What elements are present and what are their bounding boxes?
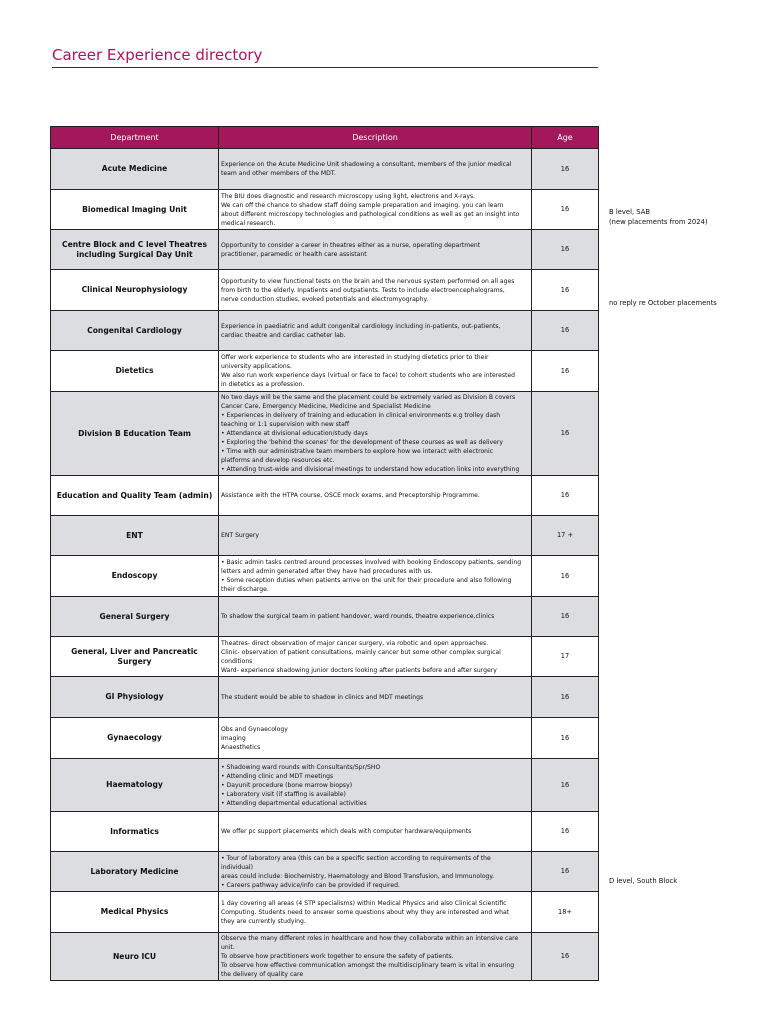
table-row [51, 230, 599, 270]
age-cell: 16 [532, 476, 599, 516]
table-row [51, 677, 599, 718]
age-cell: 16 [532, 677, 599, 718]
age-cell: 17 + [532, 516, 599, 556]
table-row [51, 190, 599, 230]
department-cell: Laboratory Medicine [51, 852, 219, 892]
department-cell: Division B Education Team [51, 392, 219, 476]
department-cell: Medical Physics [51, 892, 219, 933]
description-line: • Attendance at divisional education/study days [221, 430, 368, 437]
description-line: team and other members of the MDT. [221, 170, 336, 177]
description-line: To shadow the surgical team in patient handover, ward rounds, theatre experience,clinics [221, 613, 495, 620]
age-cell: 16 [532, 759, 599, 812]
description-cell [219, 230, 532, 270]
table-row [51, 270, 599, 311]
table-row [51, 759, 599, 812]
header-description: Description [219, 127, 532, 149]
description-cell [219, 556, 532, 597]
description-line: • Exploring the 'behind the scenes' for the development of these courses as well as delivery [221, 439, 503, 446]
description-line: • Tour of laboratory area (this can be a specific section according to requirements of the [221, 854, 491, 862]
table-row [51, 392, 599, 476]
department-cell: ENT [51, 516, 219, 556]
description-line: We also run work experience days (virtual or face to face) to cohort students who are interested [221, 372, 515, 379]
department-cell: Endoscopy [51, 556, 219, 597]
description-cell [219, 852, 532, 892]
table-row [51, 597, 599, 637]
table-row [51, 476, 599, 516]
career-directory-table [50, 126, 599, 981]
department-cell: Neuro ICU [51, 933, 219, 981]
description-line: cardiac theatre and cardiac catheter lab. [221, 331, 346, 339]
department-cell: Centre Block and C level Theatres including Surgical Day Unit [51, 230, 219, 270]
description-line: from birth to the elderly. Inpatients and outpatients. Tests to include electroencephalograms, [221, 286, 505, 294]
description-line: about different microscopy technologies and pathological conditions as well as get an insight into [221, 210, 520, 218]
description-line: • Time with our administrative team members to explore how we interact with electronic [221, 448, 494, 455]
table-row [51, 311, 599, 351]
description-cell [219, 351, 532, 392]
description-cell [219, 718, 532, 759]
description-line: practitioner, paramedic or health care assistant [221, 250, 367, 258]
department-cell: Informatics [51, 812, 219, 852]
description-cell [219, 933, 532, 981]
age-cell: 16 [532, 270, 599, 311]
description-cell [219, 516, 532, 556]
description-line: 1 day covering all areas (4 STP specialisms) within Medical Physics and also Clinical Scientific [221, 899, 507, 907]
description-line: To observe how practitioners work together to ensure the safety of patients. [221, 953, 454, 960]
age-cell: 16 [532, 311, 599, 351]
age-cell: 16 [532, 933, 599, 981]
table-row [51, 933, 599, 981]
description-line: Clinic- observation of patient consultations, mainly cancer but some other complex surgical [221, 648, 501, 656]
page-title: Career Experience directory [52, 46, 263, 64]
description-line: individual) [221, 863, 253, 871]
description-cell [219, 597, 532, 637]
note-biu-placements: (new placements from 2024) [609, 218, 708, 226]
description-line: • Attending clinic and MDT meetings [221, 772, 334, 780]
department-cell: Gynaecology [51, 718, 219, 759]
description-line: teaching or 1:1 supervision with new staff [221, 421, 350, 428]
table-row [51, 516, 599, 556]
description-line: Obs and Gynaecology [221, 725, 288, 733]
age-cell: 16 [532, 812, 599, 852]
description-line: To observe how effective communication amongst the multidisciplinary team is vital in ensuring [221, 962, 515, 969]
description-cell [219, 677, 532, 718]
note-medical-physics-location: D level, South Block [609, 877, 678, 885]
description-line: Cancer Care, Emergency Medicine, Medicine and Specialist Medicine [221, 403, 431, 410]
description-line: conditions [221, 657, 253, 665]
department-cell: Congenital Cardiology [51, 311, 219, 351]
description-cell [219, 637, 532, 677]
note-neurophysiology: no reply re October placements [609, 299, 717, 307]
description-line: No two days will be the same and the placement could be extremely varied as Division B covers [221, 394, 516, 401]
note-biu-location: B level, SAB [609, 208, 651, 216]
description-line: they are currently studying. [221, 917, 306, 925]
table-row [51, 718, 599, 759]
description-line: • Basic admin tasks centred around processes involved with booking Endoscopy patients, sending [221, 559, 522, 566]
description-line: Assistance with the HTPA course, OSCE mock exams, and Preceptorship Programme. [221, 492, 480, 499]
description-line: • Careers pathway advice/info can be provided if required. [221, 881, 400, 889]
description-cell [219, 476, 532, 516]
description-line: • Laboratory visit (if staffing is available) [221, 790, 346, 798]
age-cell: 16 [532, 718, 599, 759]
description-line: Opportunity to consider a career in theatres either as a nurse, operating department [221, 241, 481, 249]
description-line: • Attending trust-wide and divisional meetings to understand how education links into everything [221, 466, 520, 473]
age-cell: 16 [532, 190, 599, 230]
description-cell [219, 311, 532, 351]
description-cell [219, 190, 532, 230]
age-cell: 16 [532, 230, 599, 270]
description-line: Anaesthetics [221, 743, 261, 751]
age-cell: 16 [532, 351, 599, 392]
table-row [51, 556, 599, 597]
description-line: ENT Surgery [221, 532, 259, 539]
description-line: unit. [221, 944, 235, 951]
department-cell: General Surgery [51, 597, 219, 637]
description-line: the delivery of quality care [221, 971, 304, 978]
department-cell: Biomedical Imaging Unit [51, 190, 219, 230]
department-cell: Education and Quality Team (admin) [51, 476, 219, 516]
description-line: Experience on the Acute Medicine Unit shadowing a consultant, members of the junior medical [221, 161, 512, 168]
description-line: • Experiences in delivery of training and education in clinical environments e.g trolley dash [221, 412, 501, 419]
description-line: in dietetics as a profession. [221, 381, 305, 388]
description-line: medical research. [221, 219, 276, 227]
description-line: Theatres- direct observation of major cancer surgery, via robotic and open approaches. [221, 639, 489, 647]
description-line: Experience in paediatric and adult congenital cardiology including in-patients, out-patients, [221, 322, 501, 330]
description-line: The BIU does diagnostic and research microscopy using light, electrons and X-rays. [221, 192, 476, 200]
description-line: Opportunity to view functional tests on the brain and the nervous system performed on all ages [221, 277, 515, 285]
description-line: We offer pc support placements which deals with computer hardware/equipments [221, 828, 472, 835]
description-line: Offer work experience to students who are interested in studying dietetics prior to their [221, 354, 489, 361]
department-cell: General, Liver and Pancreatic Surgery [51, 637, 219, 677]
department-cell: Acute Medicine [51, 149, 219, 190]
header-department: Department [51, 127, 219, 149]
title-divider [52, 67, 598, 68]
description-cell [219, 149, 532, 190]
description-line: Observe the many different roles in healthcare and how they collaborate within an intensive care [221, 935, 519, 942]
description-cell [219, 812, 532, 852]
description-line: Ward- experience shadowing junior doctors looking after patients before and after surgery [221, 666, 497, 674]
description-line: The student would be able to shadow in clinics and MDT meetings [221, 693, 424, 701]
description-line: letters and admin generated after they have had procedures with us. [221, 568, 433, 575]
age-cell: 16 [532, 597, 599, 637]
description-cell [219, 892, 532, 933]
table-row [51, 852, 599, 892]
table-row [51, 637, 599, 677]
age-cell: 18+ [532, 892, 599, 933]
department-cell: Clinical Neurophysiology [51, 270, 219, 311]
age-cell: 16 [532, 852, 599, 892]
description-line: their discharge. [221, 586, 269, 593]
description-line: Computing. Students need to answer some questions about why they are interested and what [221, 908, 510, 916]
description-line: We can off the chance to shadow staff doing sample preparation and imaging. you can learn [221, 201, 504, 209]
description-line: • Shadowing ward rounds with Consultants/Spr/SHO [221, 763, 381, 771]
header-age: Age [532, 127, 599, 149]
description-line: university applications. [221, 363, 292, 370]
age-cell: 16 [532, 392, 599, 476]
table-row [51, 812, 599, 852]
department-cell: GI Physiology [51, 677, 219, 718]
table-body [51, 149, 599, 981]
table-row [51, 149, 599, 190]
description-line: Imaging [221, 734, 246, 742]
description-cell [219, 270, 532, 311]
table-row [51, 351, 599, 392]
table-row [51, 892, 599, 933]
age-cell: 16 [532, 556, 599, 597]
age-cell: 17 [532, 637, 599, 677]
age-cell: 16 [532, 149, 599, 190]
description-cell [219, 759, 532, 812]
description-cell [219, 392, 532, 476]
description-line: nerve conduction studies, evoked potentials and electromyography. [221, 295, 429, 303]
department-cell: Dietetics [51, 351, 219, 392]
description-line: • Some reception duties when patients arrive on the unit for their procedure and also following [221, 577, 512, 584]
description-line: areas could include: Biochemistry, Haematology and Blood Transfusion, and Immunology. [221, 872, 495, 880]
description-line: • Dayunit procedure (bone marrow biopsy) [221, 781, 353, 789]
department-cell: Haematology [51, 759, 219, 812]
description-line: platforms and develop resources etc. [221, 457, 335, 464]
description-line: • Attending departmental educational activities [221, 799, 367, 807]
